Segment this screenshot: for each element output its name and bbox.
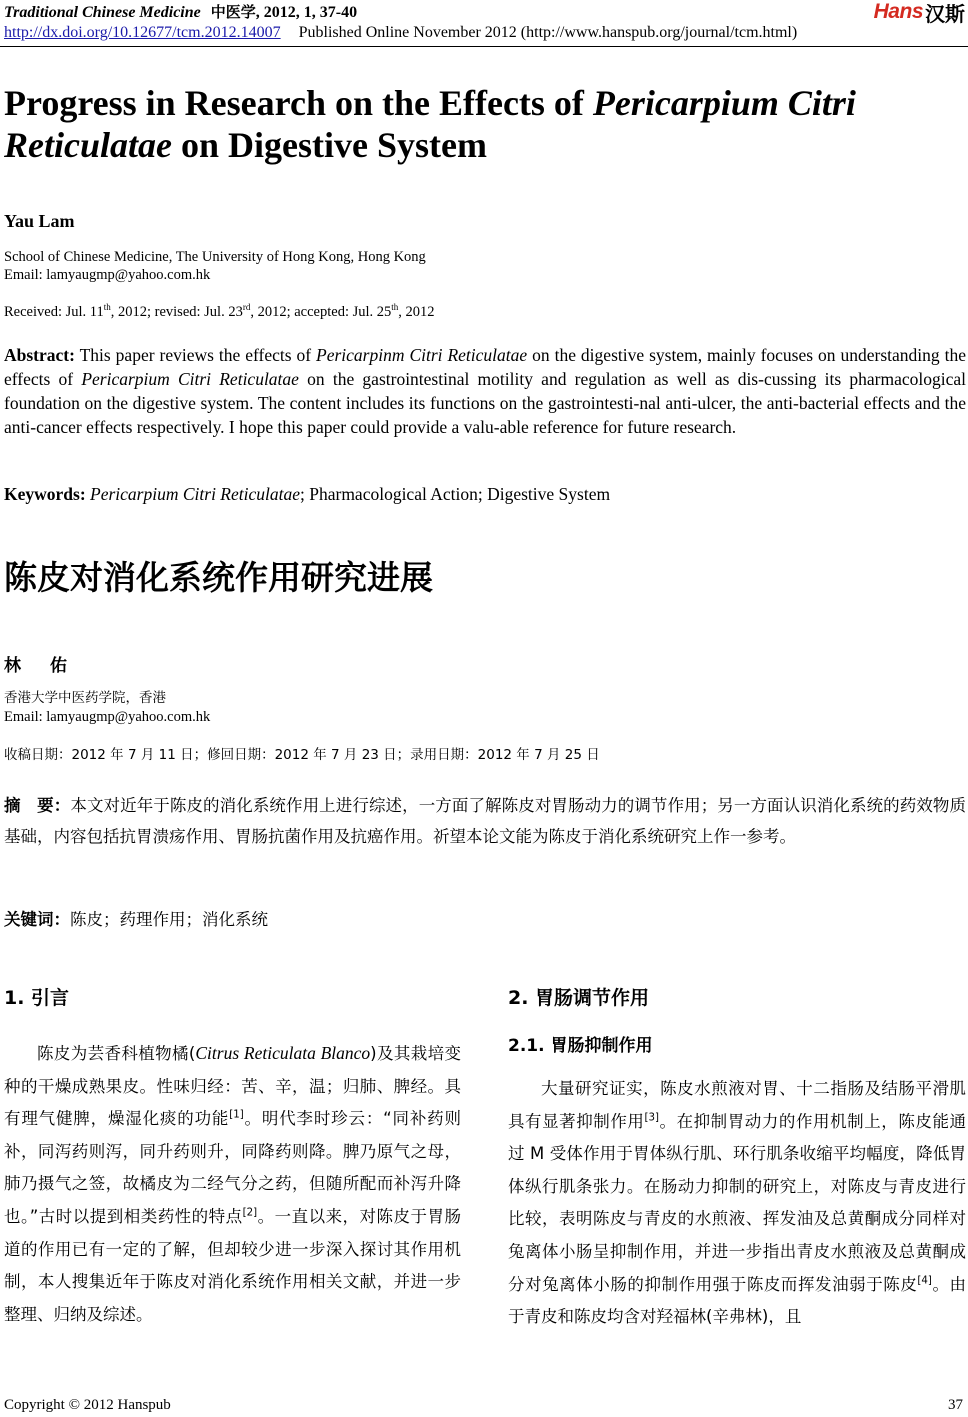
abstract-label: Abstract: — [4, 345, 75, 365]
s2-p2: 。在抑制胃动力的作用机制上，陈皮能通过 M 受体作用于胃体纵行肌、环行肌条收缩平均幅度，降低胃体纵行肌条张力。在肠动力抑制的研究上，对陈皮与青皮进行比较，表明陈皮与青皮的水煎液、挥发油及总黄酮成分同样对兔离体小肠呈抑制作用，并进一步指出青皮水煎液及总黄酮成分对兔离体小肠的抑制作用强于陈皮而挥发油弱于陈皮 — [508, 1111, 967, 1294]
s1-p3: 。明代李时珍云：“同补药则补，同泻药则泻，同升药则升，同降药则降。脾乃原气之母，肺乃摄气之签，故橘皮为二经气分之药，但随所配而补泻升降也。”古时以提到相类药性的特点 — [4, 1109, 461, 1226]
section1-heading: 1. 引言 — [4, 987, 70, 1009]
affiliation-cn: 香港大学中医药学院，香港 — [4, 690, 166, 706]
section2-1-heading: 2.1. 胃肠抑制作用 — [508, 1036, 653, 1056]
s1-p4: 。一直以来，对陈皮于胃肠道的作用已有一定的了解，但却较少进一步深入探讨其作用机制，本人搜集近年于陈皮对消化系统作用相关文献，并进一步整理、归纳及综述。 — [4, 1206, 461, 1324]
received-c-sup: th — [391, 302, 399, 313]
title-en-latin-name: Pericarpium Citri Reticulatae — [4, 83, 856, 165]
title-cn: 陈皮对消化系统作用研究进展 — [4, 558, 433, 597]
title-en — [4, 82, 964, 166]
s1-ref1: [1] — [229, 1109, 244, 1121]
title-en-part1: Progress in Research on the Effects of — [4, 83, 593, 123]
journal-name-cn: 中医学 — [210, 3, 256, 21]
received-d: , 2012 — [398, 304, 435, 320]
journal-issue: , 2012, 1, 37-40 — [255, 4, 358, 21]
doi-link[interactable]: http://dx.doi.org/10.12677/tcm.2012.14007 — [4, 24, 281, 41]
section1-body — [4, 1037, 461, 1331]
copyright: Copyright © 2012 Hanspub — [4, 1397, 171, 1413]
keywords-latin: Pericarpium Citri Reticulatae — [90, 484, 300, 504]
received-b: , 2012; revised: Jul. 23 — [110, 304, 243, 320]
title-en-part2: on Digestive System — [171, 125, 487, 165]
doi-line — [4, 24, 797, 42]
email-cn: Email: lamyaugmp@yahoo.com.hk — [4, 709, 211, 725]
received-a: Received: Jul. 11 — [4, 304, 104, 320]
s1-ref2: [2] — [242, 1207, 258, 1219]
abstract-t3: on the gastrointestinal motility and regulation as well as dis-cussing its pharmacological foundation on the digestive system. The content includes its functions on the gastrointesti-nal anti-ulcer, the anti-bacterial effects and the anti-cancer effects respectively. I hope this paper could provide a valu-able reference for future research. — [4, 369, 966, 437]
email-en: Email: lamyaugmp@yahoo.com.hk — [4, 267, 211, 283]
affiliation-en: School of Chinese Medicine, The University of Hong Kong, Hong Kong — [4, 249, 426, 265]
logo-latin: Hans — [873, 0, 923, 23]
keywords-label: Keywords: — [4, 484, 86, 504]
section2-body — [508, 1073, 966, 1334]
keywords-cn-label: 关键词： — [4, 910, 70, 929]
abstract-t2: on the digestive system, mainly focuses on understanding the effects of — [4, 345, 966, 389]
s1-p1: 陈皮为芸香科植物橘( — [37, 1044, 196, 1063]
abstract-cn-text: 本文对近年于陈皮的消化系统作用上进行综述，一方面了解陈皮对胃肠动力的调节作用；另一方面认识消化系统的药效物质基础，内容包括抗胃溃疡作用、胃肠抗菌作用及抗癌作用。祈望本论文能为陈皮于消化系统研究上作一参考。 — [4, 796, 967, 846]
keywords-cn-text: 陈皮；药理作用；消化系统 — [70, 910, 268, 929]
s2-p3: 。由于青皮和陈皮均含对羟福林(辛弗林)，且 — [508, 1274, 967, 1327]
dates-cn: 收稿日期：2012 年 7 月 11 日；修回日期：2012 年 7 月 23 日；录用日期：2012 年 7 月 25 日 — [4, 747, 600, 763]
s2-p1: 大量研究证实，陈皮水煎液对胃、十二指肠及结肠平滑肌具有显著抑制作用 — [508, 1079, 966, 1131]
s1-latin: Citrus Reticulata Blanco — [195, 1043, 371, 1063]
abstract-t1: This paper reviews the effects of — [74, 345, 317, 365]
keywords-cn — [4, 908, 268, 932]
received-dates — [4, 303, 435, 321]
abstract-i2: Pericarpium Citri Reticulatae — [81, 369, 299, 389]
keywords-rest: ; Pharmacological Action; Digestive System — [300, 484, 611, 504]
header-divider — [0, 46, 968, 47]
received-c: , 2012; accepted: Jul. 25 — [250, 304, 392, 320]
keywords-en — [4, 482, 610, 506]
received-b-sup: rd — [242, 302, 251, 313]
abstract-cn-label: 摘 要： — [4, 796, 71, 815]
publisher-logo — [874, 0, 965, 24]
s2-ref4: [4] — [917, 1275, 932, 1287]
s2-ref3: [3] — [644, 1112, 659, 1124]
running-header — [4, 3, 357, 22]
author-en: Yau Lam — [4, 211, 75, 231]
author-cn: 林 佑 — [4, 656, 73, 676]
abstract-en — [4, 343, 966, 439]
abstract-i1: Pericarpinm Citri Reticulatae — [316, 345, 528, 365]
logo-chinese: 汉斯 — [925, 1, 965, 26]
published-online: Published Online November 2012 (http://www.hanspub.org/journal/tcm.html) — [298, 24, 798, 41]
s1-p2: )及其栽培变种的干燥成熟果皮。性味归经：苦、辛，温；归肺、脾经。具有理气健脾，燥湿化痰的功能 — [4, 1044, 462, 1129]
journal-name-en: Traditional Chinese Medicine — [4, 4, 201, 21]
section2-heading: 2. 胃肠调节作用 — [508, 987, 650, 1009]
received-a-sup: th — [103, 302, 111, 313]
abstract-cn — [4, 790, 966, 852]
page-number: 37 — [948, 1397, 963, 1413]
